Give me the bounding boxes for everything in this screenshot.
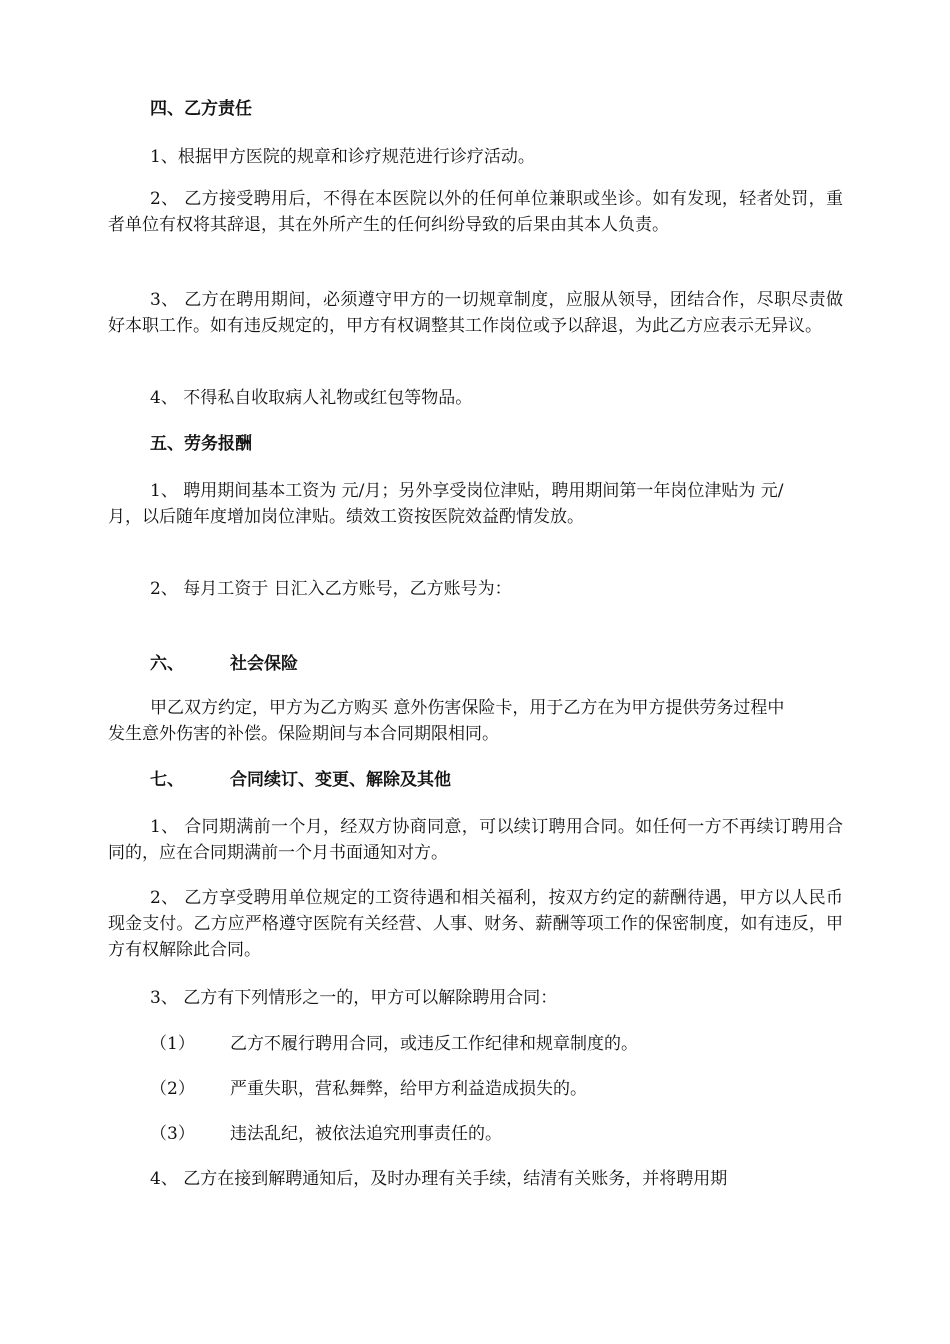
section-4-heading: 四、乙方责任	[150, 99, 252, 119]
list-item	[150, 1076, 587, 1102]
section-7-paragraph-4: 4、 乙方在接到解聘通知后，及时办理有关手续，结清有关账务，并将聘用期	[150, 1169, 728, 1189]
section-4-paragraph-2: 2、 乙方接受聘用后，不得在本医院以外的任何单位兼职或坐诊。如有发现，轻者处罚，重者单位有权将其辞退，其在外所产生的任何纠纷导致的后果由其本人负责。	[108, 189, 843, 235]
section-7-paragraph-1: 1、 合同期满前一个月，经双方协商同意，可以续订聘用合同。如任何一方不再续订聘用合同的，应在合同期满前一个月书面通知对方。	[108, 817, 843, 863]
list-item	[150, 1121, 502, 1147]
section-7-title: 合同续订、变更、解除及其他	[230, 770, 451, 790]
list-item-number: （1）	[150, 1034, 195, 1054]
section-4-paragraph-1: 1、根据甲方医院的规章和诊疗规范进行诊疗活动。	[150, 147, 535, 167]
list-item-text: 乙方不履行聘用合同，或违反工作纪律和规章制度的。	[230, 1034, 638, 1054]
section-6-paragraph-1: 甲乙双方约定，甲方为乙方购买 意外伤害保险卡，用于乙方在为甲方提供劳务过程中发生意外伤害的补偿。保险期间与本合同期限相同。	[108, 698, 785, 744]
list-item	[150, 1031, 638, 1057]
section-6-number: 六、	[150, 654, 184, 674]
list-item-number: （3）	[150, 1124, 195, 1144]
section-7-paragraph-3: 3、 乙方有下列情形之一的，甲方可以解除聘用合同：	[150, 988, 558, 1008]
section-6-heading	[150, 651, 298, 677]
section-4-paragraph-3: 3、 乙方在聘用期间，必须遵守甲方的一切规章制度，应服从领导，团结合作，尽职尽责做好本职工作。如有违反规定的，甲方有权调整其工作岗位或予以辞退，为此乙方应表示无异议。	[108, 290, 843, 336]
list-item-text: 违法乱纪，被依法追究刑事责任的。	[230, 1124, 502, 1144]
section-6-title: 社会保险	[230, 654, 298, 674]
section-7-number: 七、	[150, 770, 184, 790]
section-5-paragraph-1: 1、 聘用期间基本工资为 元/月；另外享受岗位津贴，聘用期间第一年岗位津贴为 元/月，以后随年度增加岗位津贴。绩效工资按医院效益酌情发放。	[108, 481, 784, 527]
section-7-heading	[150, 767, 451, 793]
section-7-paragraph-2: 2、 乙方享受聘用单位规定的工资待遇和相关福利，按双方约定的薪酬待遇，甲方以人民币现金支付。乙方应严格遵守医院有关经营、人事、财务、薪酬等项工作的保密制度，如有违反，甲方有权解除此合同。	[108, 888, 843, 960]
list-item-number: （2）	[150, 1079, 195, 1099]
section-4-paragraph-4: 4、 不得私自收取病人礼物或红包等物品。	[150, 388, 473, 408]
list-item-text: 严重失职，营私舞弊，给甲方利益造成损失的。	[230, 1079, 587, 1099]
section-5-heading: 五、劳务报酬	[150, 434, 252, 454]
section-5-paragraph-2: 2、 每月工资于 日汇入乙方账号，乙方账号为：	[150, 579, 512, 599]
